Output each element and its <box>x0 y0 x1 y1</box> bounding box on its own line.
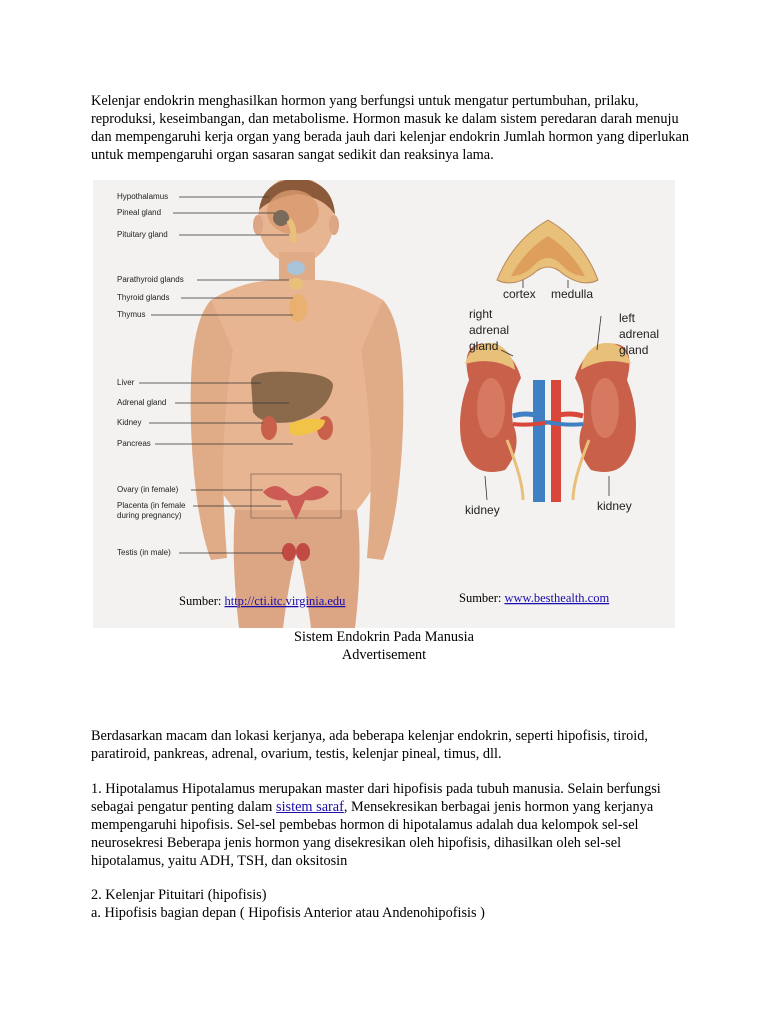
item-1-paragraph <box>91 780 691 870</box>
label-placenta: Placenta (in female <box>117 501 186 510</box>
advertisement-label: Advertisement <box>341 647 427 663</box>
label-testis: Testis (in male) <box>117 548 171 557</box>
label-kidney: Kidney <box>117 418 142 427</box>
list-intro-paragraph: Berdasarkan macam dan lokasi kerjanya, ada beberapa kelenjar endokrin, seperti hipofisis, tiroid, paratiroid, pankreas, adrenal, ovarium, testis, kelenjar pineal, timus, dll. <box>91 728 648 762</box>
source-right: Sumber: www.besthealth.com <box>459 591 610 605</box>
source-right-link[interactable]: www.besthealth.com <box>504 591 610 605</box>
label-hypothalamus: Hypothalamus <box>117 192 169 201</box>
endocrine-illustration <box>93 180 675 628</box>
intro-paragraph: Kelenjar endokrin menghasilkan hormon yang berfungsi untuk mengatur pertumbuhan, prilaku, reproduksi, keseimbangan, dan metabolisme. Hormon masuk ke dalam sistem peredaran darah menuju dan mempengaruhi kerja organ yang berada jauh dari kelenjar endokrin Jumlah hormon yang diperlukan untuk mempengaruhi organ sasaran sangat sedikit dan reaksinya lama. <box>91 93 690 163</box>
label-right-3: gland <box>469 339 499 353</box>
label-pineal-gland: Pineal gland <box>117 208 162 217</box>
label-kidney-right: kidney <box>597 499 632 513</box>
human-body-illustration <box>117 180 403 628</box>
label-kidney-left: kidney <box>465 503 500 517</box>
label-ovary: Ovary (in female) <box>117 485 179 494</box>
label-right-1: right <box>469 307 493 321</box>
label-thymus: Thymus <box>117 310 146 319</box>
adrenal-kidney-illustration <box>459 220 659 605</box>
label-pancreas: Pancreas <box>117 439 151 448</box>
label-left-1: left <box>619 311 636 325</box>
source-left-link[interactable]: http://cti.itc.virginia.edu <box>224 594 346 608</box>
label-cortex: cortex <box>503 287 536 301</box>
label-placenta-note: during pregnancy) <box>117 511 182 520</box>
label-left-3: gland <box>619 343 649 357</box>
item-2a-heading: a. Hipofisis bagian depan ( Hipofisis Anterior atau Andenohipofisis ) <box>91 905 485 921</box>
figure-caption: Sistem Endokrin Pada Manusia <box>294 629 474 645</box>
label-right-2: adrenal <box>469 323 510 337</box>
label-adrenal-gland: Adrenal gland <box>117 398 167 407</box>
label-medulla: medulla <box>551 287 594 301</box>
item-1-text-before: 1. Hipotalamus Hipotalamus merupakan master dari hipofisis pada tubuh manusia. Selain berfungsi sebagai pengatur penting dalam <box>91 781 661 815</box>
item-1-text-after: , Mensekresikan berbagai jenis hormon yang kerjanya mempengaruhi hipofisis. Sel-sel pembebas hormon di hipotalamus adalah dua kelompok sel-sel neurosekresi Beberapa jenis hormon yang disekresikan oleh hipofisis, dihasilkan oleh sel-sel hipotalamus, yaitu ADH, TSH, dan oksitosin <box>91 799 654 869</box>
source-left: Sumber: http://cti.itc.virginia.edu <box>179 594 346 608</box>
label-thyroid-glands: Thyroid glands <box>117 293 170 302</box>
sistem-saraf-link[interactable]: sistem saraf <box>276 799 344 815</box>
label-liver: Liver <box>117 378 135 387</box>
label-pituitary-gland: Pituitary gland <box>117 230 168 239</box>
label-parathyroid-glands: Parathyroid glands <box>117 275 184 284</box>
label-left-2: adrenal <box>619 327 660 341</box>
item-2-heading: 2. Kelenjar Pituitari (hipofisis) <box>91 887 267 903</box>
endocrine-figure <box>93 180 675 628</box>
